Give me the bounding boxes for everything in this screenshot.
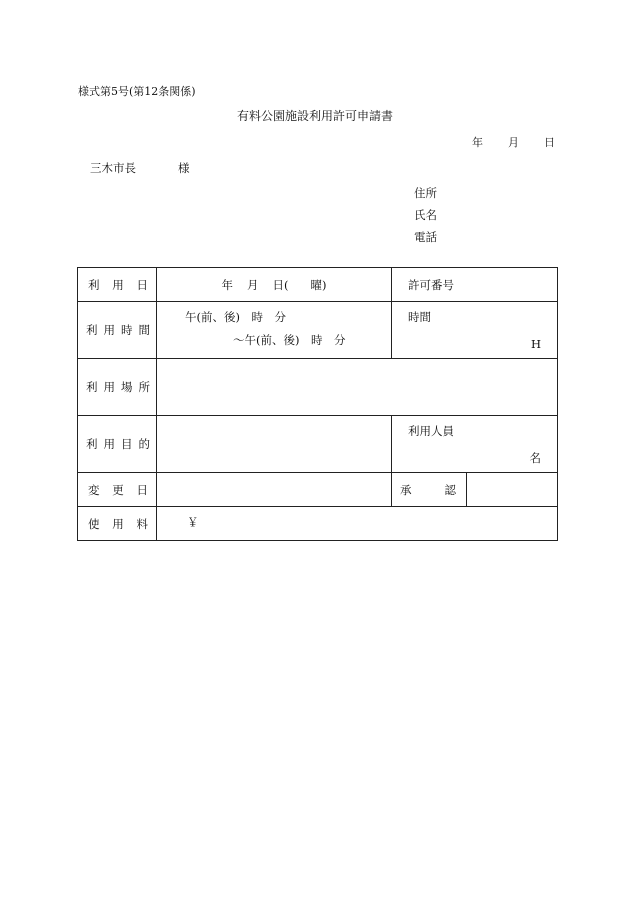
form-number-label: 様式第5号(第12条関係) bbox=[78, 85, 196, 98]
applicant-name-label: 氏名 bbox=[414, 208, 437, 222]
label-char: 変 bbox=[88, 482, 100, 497]
label-char: 用 bbox=[103, 437, 115, 451]
use-time-start: 午(前、後) 時 分 bbox=[185, 310, 286, 324]
attendees-label: 利用人員 bbox=[408, 424, 454, 438]
label-char: 時 bbox=[121, 323, 133, 337]
use-date-label bbox=[78, 268, 157, 302]
label-char: 料 bbox=[136, 516, 148, 531]
applicant-phone-label: 電話 bbox=[414, 230, 437, 244]
label-char: 日 bbox=[136, 482, 148, 497]
label-char: 目 bbox=[121, 437, 133, 451]
use-purpose-label bbox=[78, 416, 157, 473]
change-date-field[interactable] bbox=[157, 473, 392, 507]
label-char: 利 bbox=[88, 277, 100, 292]
addressee bbox=[90, 163, 190, 175]
approval-field[interactable] bbox=[467, 473, 558, 507]
label-char: 的 bbox=[138, 437, 150, 451]
addressee-honorific: 様 bbox=[178, 161, 190, 175]
label-char: 利 bbox=[86, 437, 98, 451]
use-date-field[interactable] bbox=[157, 268, 392, 302]
hours-label: 時間 bbox=[408, 310, 431, 324]
hours-unit: H bbox=[530, 336, 541, 351]
approval-label bbox=[392, 473, 467, 507]
label-char: 更 bbox=[112, 482, 124, 497]
use-date-month: 月 bbox=[247, 277, 259, 292]
row-use-date bbox=[78, 268, 558, 302]
date-year-label: 年 bbox=[472, 136, 483, 149]
use-time-end: ～午(前、後) 時 分 bbox=[233, 333, 346, 347]
label-char: 利 bbox=[86, 380, 98, 394]
fee-field[interactable] bbox=[157, 507, 558, 541]
application-form-table bbox=[77, 267, 558, 541]
label-char: 用 bbox=[112, 516, 124, 531]
document-title: 有料公園施設利用許可申請書 bbox=[236, 109, 393, 123]
label-char: 使 bbox=[88, 516, 100, 531]
label-char: 用 bbox=[112, 277, 124, 292]
use-place-field[interactable] bbox=[157, 359, 558, 416]
permit-number-label: 許可番号 bbox=[408, 277, 454, 292]
use-date-day: 日( bbox=[272, 277, 289, 292]
label-char: 間 bbox=[138, 323, 150, 337]
use-time-label bbox=[78, 302, 157, 359]
attendees-unit: 名 bbox=[529, 450, 541, 465]
addressee-name: 三木市長 bbox=[90, 161, 136, 175]
date-month-label: 月 bbox=[508, 136, 519, 149]
hours-field[interactable] bbox=[392, 302, 558, 359]
label-char: 場 bbox=[121, 380, 133, 394]
use-date-year: 年 bbox=[221, 277, 233, 292]
use-time-field[interactable] bbox=[157, 302, 392, 359]
label-char: 用 bbox=[103, 380, 115, 394]
fee-label bbox=[78, 507, 157, 541]
attendees-field[interactable] bbox=[392, 416, 558, 473]
row-use-place bbox=[78, 359, 558, 416]
use-purpose-field[interactable] bbox=[157, 416, 392, 473]
label-char: 認 bbox=[444, 482, 456, 497]
application-date bbox=[472, 137, 555, 148]
label-char: 用 bbox=[103, 323, 115, 337]
date-day-label: 日 bbox=[544, 136, 555, 149]
use-date-template bbox=[222, 278, 327, 292]
label-char: 所 bbox=[138, 380, 150, 394]
use-place-label bbox=[78, 359, 157, 416]
row-fee bbox=[78, 507, 558, 541]
permit-number-field[interactable] bbox=[392, 268, 558, 302]
change-date-label bbox=[78, 473, 157, 507]
label-char: 承 bbox=[400, 482, 412, 497]
row-change-date bbox=[78, 473, 558, 507]
use-date-weekday: 曜) bbox=[310, 277, 327, 292]
row-use-purpose bbox=[78, 416, 558, 473]
label-char: 利 bbox=[86, 323, 98, 337]
row-use-time bbox=[78, 302, 558, 359]
label-char: 日 bbox=[136, 277, 148, 292]
fee-currency-symbol: ￥ bbox=[187, 515, 199, 529]
applicant-address-label: 住所 bbox=[414, 186, 437, 200]
